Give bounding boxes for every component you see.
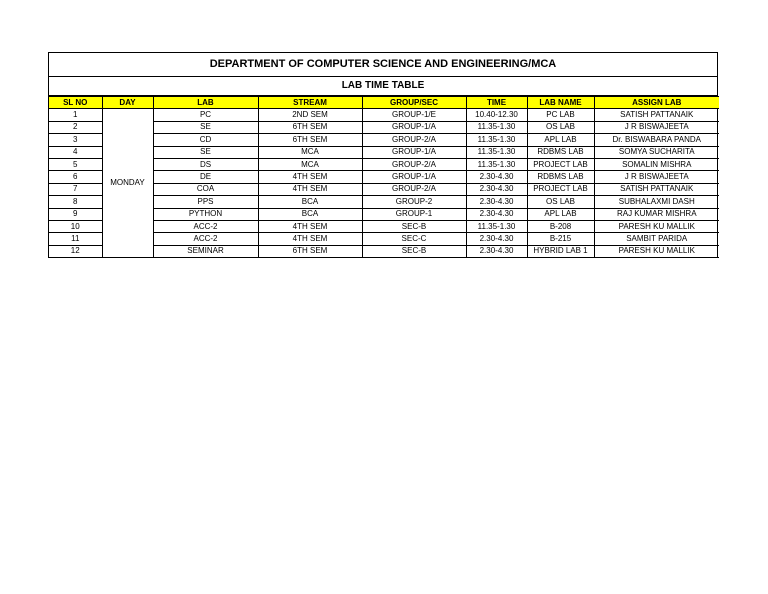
cell-lab: PC	[153, 109, 258, 121]
cell-lab: COA	[153, 183, 258, 195]
cell-lab: SE	[153, 146, 258, 158]
cell-stream: 6TH SEM	[258, 134, 362, 146]
cell-group-sec: GROUP-1/A	[362, 171, 466, 183]
header-lab-name: LAB NAME	[527, 97, 594, 109]
cell-group-sec: GROUP-2	[362, 196, 466, 208]
cell-sl-no: 12	[49, 245, 102, 257]
cell-lab: DE	[153, 171, 258, 183]
cell-assign-lab: Dr. BISWABARA PANDA	[594, 134, 719, 146]
cell-lab-name: PROJECT LAB	[527, 158, 594, 170]
cell-assign-lab: SAMBIT PARIDA	[594, 233, 719, 245]
page-title: DEPARTMENT OF COMPUTER SCIENCE AND ENGINEERING/MCA	[49, 53, 717, 77]
cell-stream: BCA	[258, 196, 362, 208]
cell-group-sec: GROUP-1/A	[362, 146, 466, 158]
cell-time: 11.35-1.30	[466, 158, 527, 170]
cell-group-sec: GROUP-2/A	[362, 134, 466, 146]
table-body	[49, 109, 719, 258]
cell-time: 10.40-12.30	[466, 109, 527, 121]
cell-time: 11.35-1.30	[466, 146, 527, 158]
cell-assign-lab: RAJ KUMAR MISHRA	[594, 208, 719, 220]
cell-group-sec: SEC-B	[362, 220, 466, 232]
cell-stream: BCA	[258, 208, 362, 220]
cell-group-sec: SEC-B	[362, 245, 466, 257]
table-row	[49, 109, 719, 121]
cell-sl-no: 2	[49, 121, 102, 133]
cell-group-sec: GROUP-2/A	[362, 183, 466, 195]
cell-lab: SEMINAR	[153, 245, 258, 257]
cell-group-sec: GROUP-1/A	[362, 121, 466, 133]
header-lab: LAB	[153, 97, 258, 109]
cell-sl-no: 7	[49, 183, 102, 195]
cell-lab: CD	[153, 134, 258, 146]
cell-stream: 2ND SEM	[258, 109, 362, 121]
cell-sl-no: 8	[49, 196, 102, 208]
cell-lab: ACC-2	[153, 233, 258, 245]
table-subtitle: LAB TIME TABLE	[49, 77, 717, 96]
header-assign-lab: ASSIGN LAB	[594, 97, 719, 109]
cell-stream: MCA	[258, 146, 362, 158]
header-row	[49, 97, 719, 109]
cell-lab-name: OS LAB	[527, 196, 594, 208]
cell-lab-name: B-208	[527, 220, 594, 232]
cell-stream: 6TH SEM	[258, 121, 362, 133]
cell-assign-lab: SUBHALAXMI DASH	[594, 196, 719, 208]
cell-group-sec: GROUP-1	[362, 208, 466, 220]
cell-group-sec: GROUP-1/E	[362, 109, 466, 121]
timetable-sheet	[48, 52, 718, 258]
cell-lab: PYTHON	[153, 208, 258, 220]
cell-time: 2.30-4.30	[466, 183, 527, 195]
cell-stream: 4TH SEM	[258, 220, 362, 232]
cell-assign-lab: PARESH KU MALLIK	[594, 220, 719, 232]
cell-stream: 4TH SEM	[258, 233, 362, 245]
cell-lab: ACC-2	[153, 220, 258, 232]
cell-stream: MCA	[258, 158, 362, 170]
cell-group-sec: GROUP-2/A	[362, 158, 466, 170]
header-stream: STREAM	[258, 97, 362, 109]
lab-timetable	[49, 96, 719, 258]
cell-time: 11.35-1.30	[466, 134, 527, 146]
cell-lab-name: OS LAB	[527, 121, 594, 133]
cell-assign-lab: J R BISWAJEETA	[594, 121, 719, 133]
header-day: DAY	[102, 97, 153, 109]
cell-assign-lab: PARESH KU MALLIK	[594, 245, 719, 257]
cell-assign-lab: SATISH PATTANAIK	[594, 109, 719, 121]
header-group-sec: GROUP/SEC	[362, 97, 466, 109]
cell-stream: 4TH SEM	[258, 183, 362, 195]
header-time: TIME	[466, 97, 527, 109]
cell-sl-no: 11	[49, 233, 102, 245]
cell-time: 2.30-4.30	[466, 171, 527, 183]
cell-assign-lab: SOMALIN MISHRA	[594, 158, 719, 170]
cell-time: 2.30-4.30	[466, 245, 527, 257]
cell-sl-no: 3	[49, 134, 102, 146]
cell-lab-name: APL LAB	[527, 208, 594, 220]
cell-assign-lab: SATISH PATTANAIK	[594, 183, 719, 195]
cell-sl-no: 10	[49, 220, 102, 232]
cell-sl-no: 5	[49, 158, 102, 170]
cell-time: 2.30-4.30	[466, 233, 527, 245]
cell-group-sec: SEC-C	[362, 233, 466, 245]
cell-lab-name: RDBMS LAB	[527, 146, 594, 158]
cell-time: 11.35-1.30	[466, 121, 527, 133]
cell-assign-lab: SOMYA SUCHARITA	[594, 146, 719, 158]
cell-lab-name: PROJECT LAB	[527, 183, 594, 195]
cell-lab-name: APL LAB	[527, 134, 594, 146]
cell-lab-name: HYBRID LAB 1	[527, 245, 594, 257]
cell-time: 2.30-4.30	[466, 196, 527, 208]
cell-lab: DS	[153, 158, 258, 170]
cell-lab-name: PC LAB	[527, 109, 594, 121]
cell-time: 2.30-4.30	[466, 208, 527, 220]
cell-lab: PPS	[153, 196, 258, 208]
cell-lab-name: RDBMS LAB	[527, 171, 594, 183]
cell-time: 11.35-1.30	[466, 220, 527, 232]
cell-sl-no: 1	[49, 109, 102, 121]
cell-sl-no: 4	[49, 146, 102, 158]
cell-assign-lab: J R BISWAJEETA	[594, 171, 719, 183]
cell-day: MONDAY	[102, 109, 153, 258]
header-sl-no: SL NO	[49, 97, 102, 109]
cell-sl-no: 6	[49, 171, 102, 183]
cell-lab-name: B-215	[527, 233, 594, 245]
cell-stream: 6TH SEM	[258, 245, 362, 257]
cell-stream: 4TH SEM	[258, 171, 362, 183]
cell-lab: SE	[153, 121, 258, 133]
cell-sl-no: 9	[49, 208, 102, 220]
